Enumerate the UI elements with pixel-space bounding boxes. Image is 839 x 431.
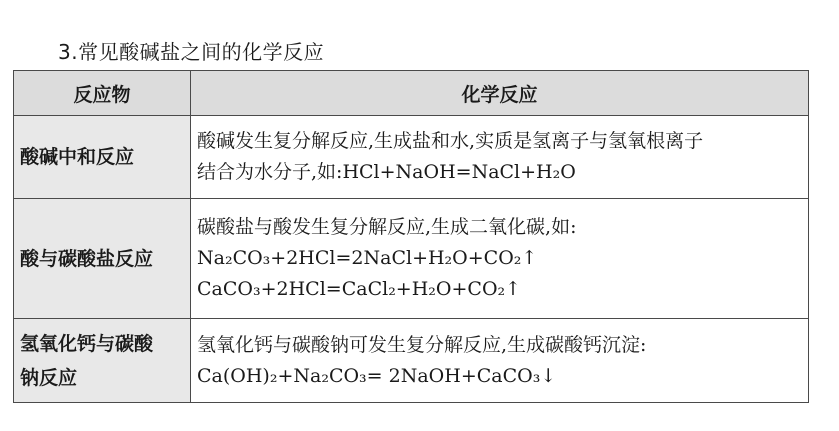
description-line: 结合为水分子,如:HCl+NaOH=NaCl+H₂O xyxy=(197,161,576,183)
table-row xyxy=(14,319,809,403)
reaction-type-line: 钠反应 xyxy=(20,366,78,389)
reaction-type-line: 氢氧化钙与碳酸 xyxy=(20,332,154,355)
header-reactants: 反应物 xyxy=(14,71,191,116)
description-line: Na₂CO₃+2HCl=2NaCl+H₂O+CO₂↑ xyxy=(197,247,538,269)
description-line: CaCO₃+2HCl=CaCl₂+H₂O+CO₂↑ xyxy=(197,278,522,300)
header-chemical-reaction: 化学反应 xyxy=(191,71,809,116)
reaction-type: 酸与碳酸盐反应 xyxy=(14,199,191,319)
description-line: 碳酸盐与酸发生复分解反应,生成二氧化碳,如: xyxy=(197,216,577,238)
description-line: 酸碱发生复分解反应,生成盐和水,实质是氢离子与氢氧根离子 xyxy=(197,130,704,152)
section-title: 3.常见酸碱盐之间的化学反应 xyxy=(58,40,325,64)
reaction-type: 酸碱中和反应 xyxy=(14,116,191,199)
description-line: 氢氧化钙与碳酸钠可发生复分解反应,生成碳酸钙沉淀: xyxy=(197,333,647,356)
reaction-description xyxy=(191,199,809,319)
reaction-description xyxy=(191,319,809,403)
reaction-description xyxy=(191,116,809,199)
reaction-type xyxy=(14,319,191,403)
table-row xyxy=(14,116,809,199)
table-header-row xyxy=(14,71,809,116)
table-row xyxy=(14,199,809,319)
description-line: Ca(OH)₂+Na₂CO₃= 2NaOH+CaCO₃↓ xyxy=(197,364,557,387)
reaction-table xyxy=(13,70,809,403)
